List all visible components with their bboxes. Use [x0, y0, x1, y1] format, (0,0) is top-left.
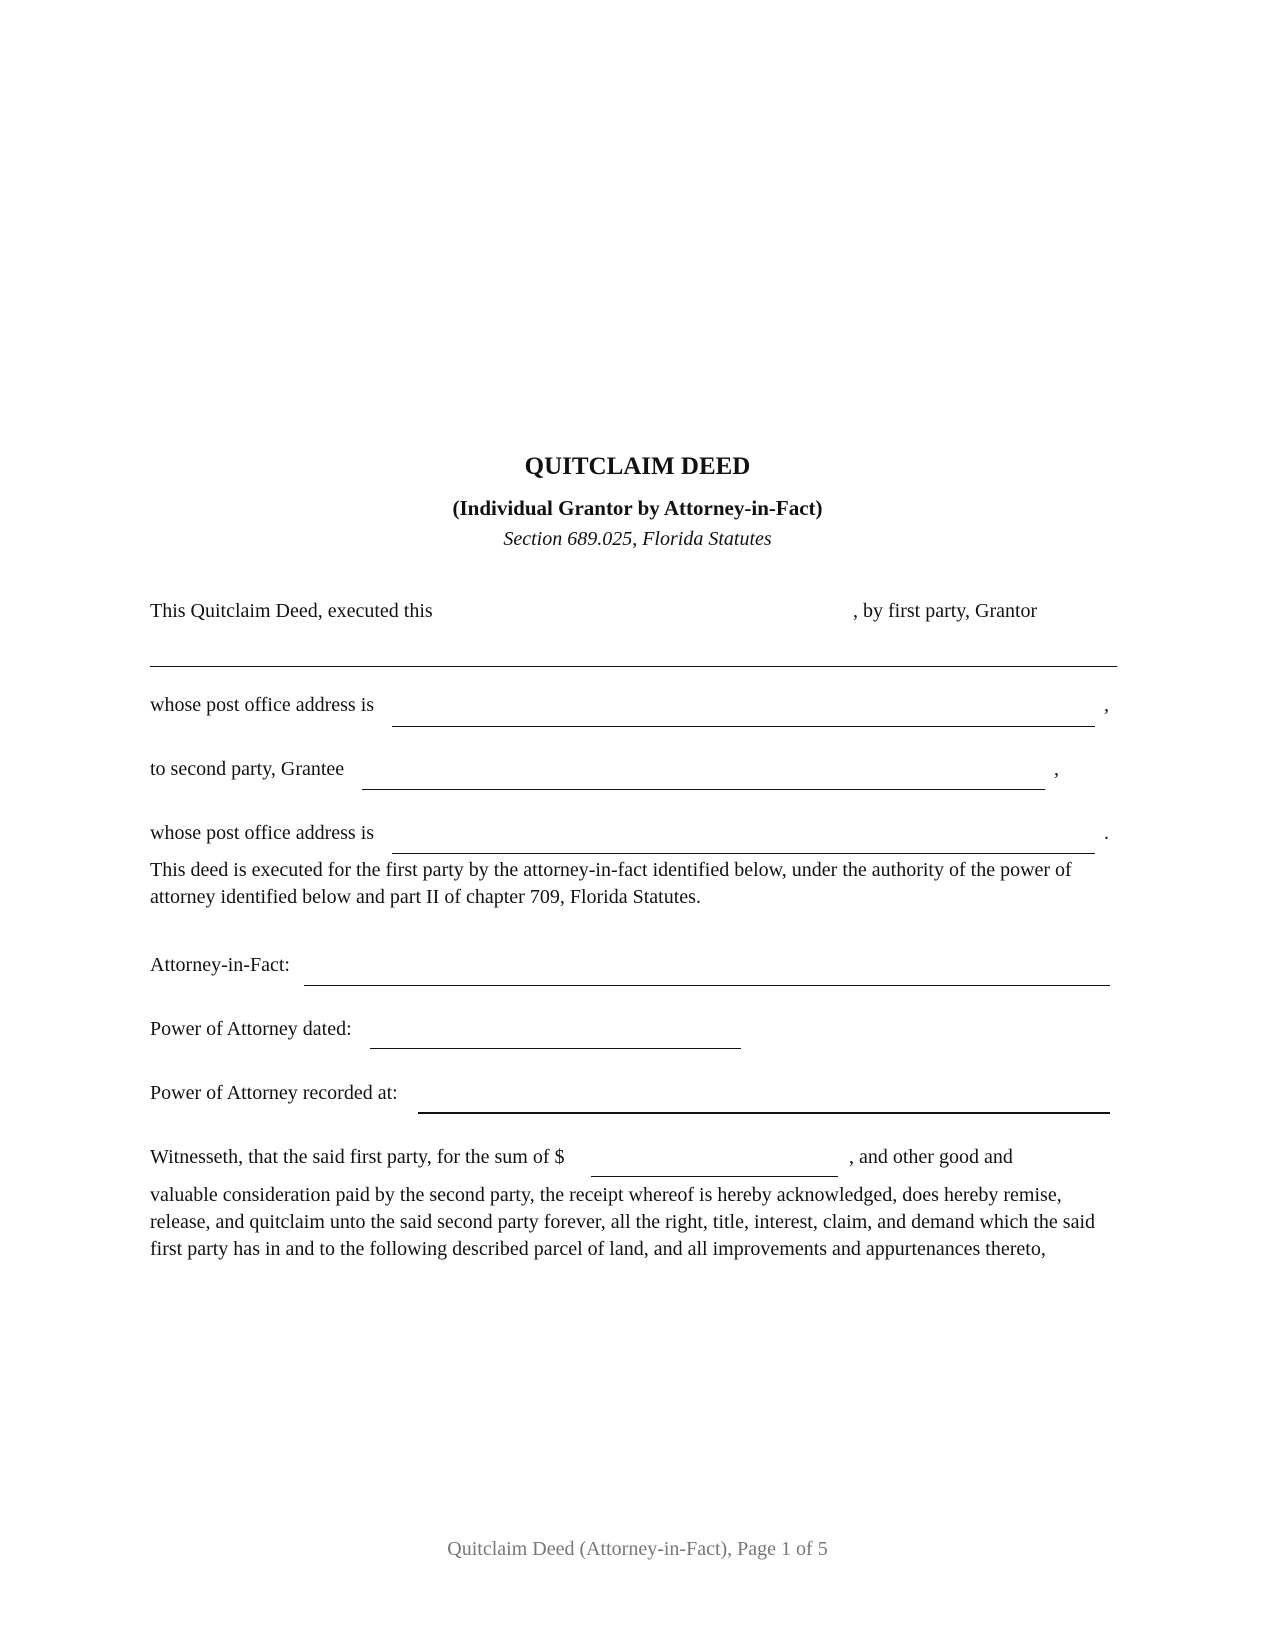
attorney-in-fact-field[interactable]	[304, 985, 1110, 986]
consideration-suffix: , and other good and	[849, 1146, 1013, 1168]
grantor-address-label: whose post office address is	[150, 694, 375, 716]
statute-reference: Section 689.025, Florida Statutes	[503, 528, 772, 550]
attorney-in-fact-label: Attorney-in-Fact:	[150, 954, 290, 976]
grantor-address-punct: ,	[1104, 694, 1109, 716]
grantee-address-field[interactable]	[392, 853, 1095, 854]
executed-label: This Quitclaim Deed, executed this	[150, 600, 433, 622]
grantor-address-field[interactable]	[392, 726, 1095, 727]
consideration-paragraph: valuable consideration paid by the second party, the receipt whereof is hereby acknowledged, does hereby remise, release, and quitclaim unto the said second party forever, all the right, title, interest, claim, and demand which the said first party has in and to the following described parcel of land, and all improvements and appurtenances thereto,	[150, 1184, 1095, 1260]
consideration-amount-field[interactable]	[591, 1176, 838, 1177]
poa-dated-label: Power of Attorney dated:	[150, 1018, 352, 1040]
grantor-name-field[interactable]	[150, 666, 1117, 667]
grantee-name-field[interactable]	[362, 789, 1045, 790]
grantee-label: to second party, Grantee	[150, 758, 345, 780]
grantee-address-punct: .	[1104, 822, 1109, 844]
document-subtitle: (Individual Grantor by Attorney-in-Fact)	[452, 496, 823, 520]
grantor-label: , by first party, Grantor	[853, 600, 1038, 622]
witnesseth-label: Witnesseth, that the said first party, for the sum of $	[150, 1146, 565, 1168]
poa-dated-field[interactable]	[370, 1048, 741, 1049]
page-footer: Quitclaim Deed (Attorney-in-Fact), Page 1 of 5	[447, 1538, 828, 1560]
authority-paragraph: This deed is executed for the first party by the attorney-in-fact identified below, under the authority of the power of attorney identified below and part II of chapter 709, Florida Statutes.	[150, 859, 1072, 908]
grantee-address-label: whose post office address is	[150, 822, 375, 844]
poa-recorded-field[interactable]	[418, 1112, 1110, 1114]
document-title: QUITCLAIM DEED	[524, 453, 751, 480]
grantee-punct: ,	[1054, 758, 1059, 780]
poa-recorded-label: Power of Attorney recorded at:	[150, 1082, 398, 1104]
